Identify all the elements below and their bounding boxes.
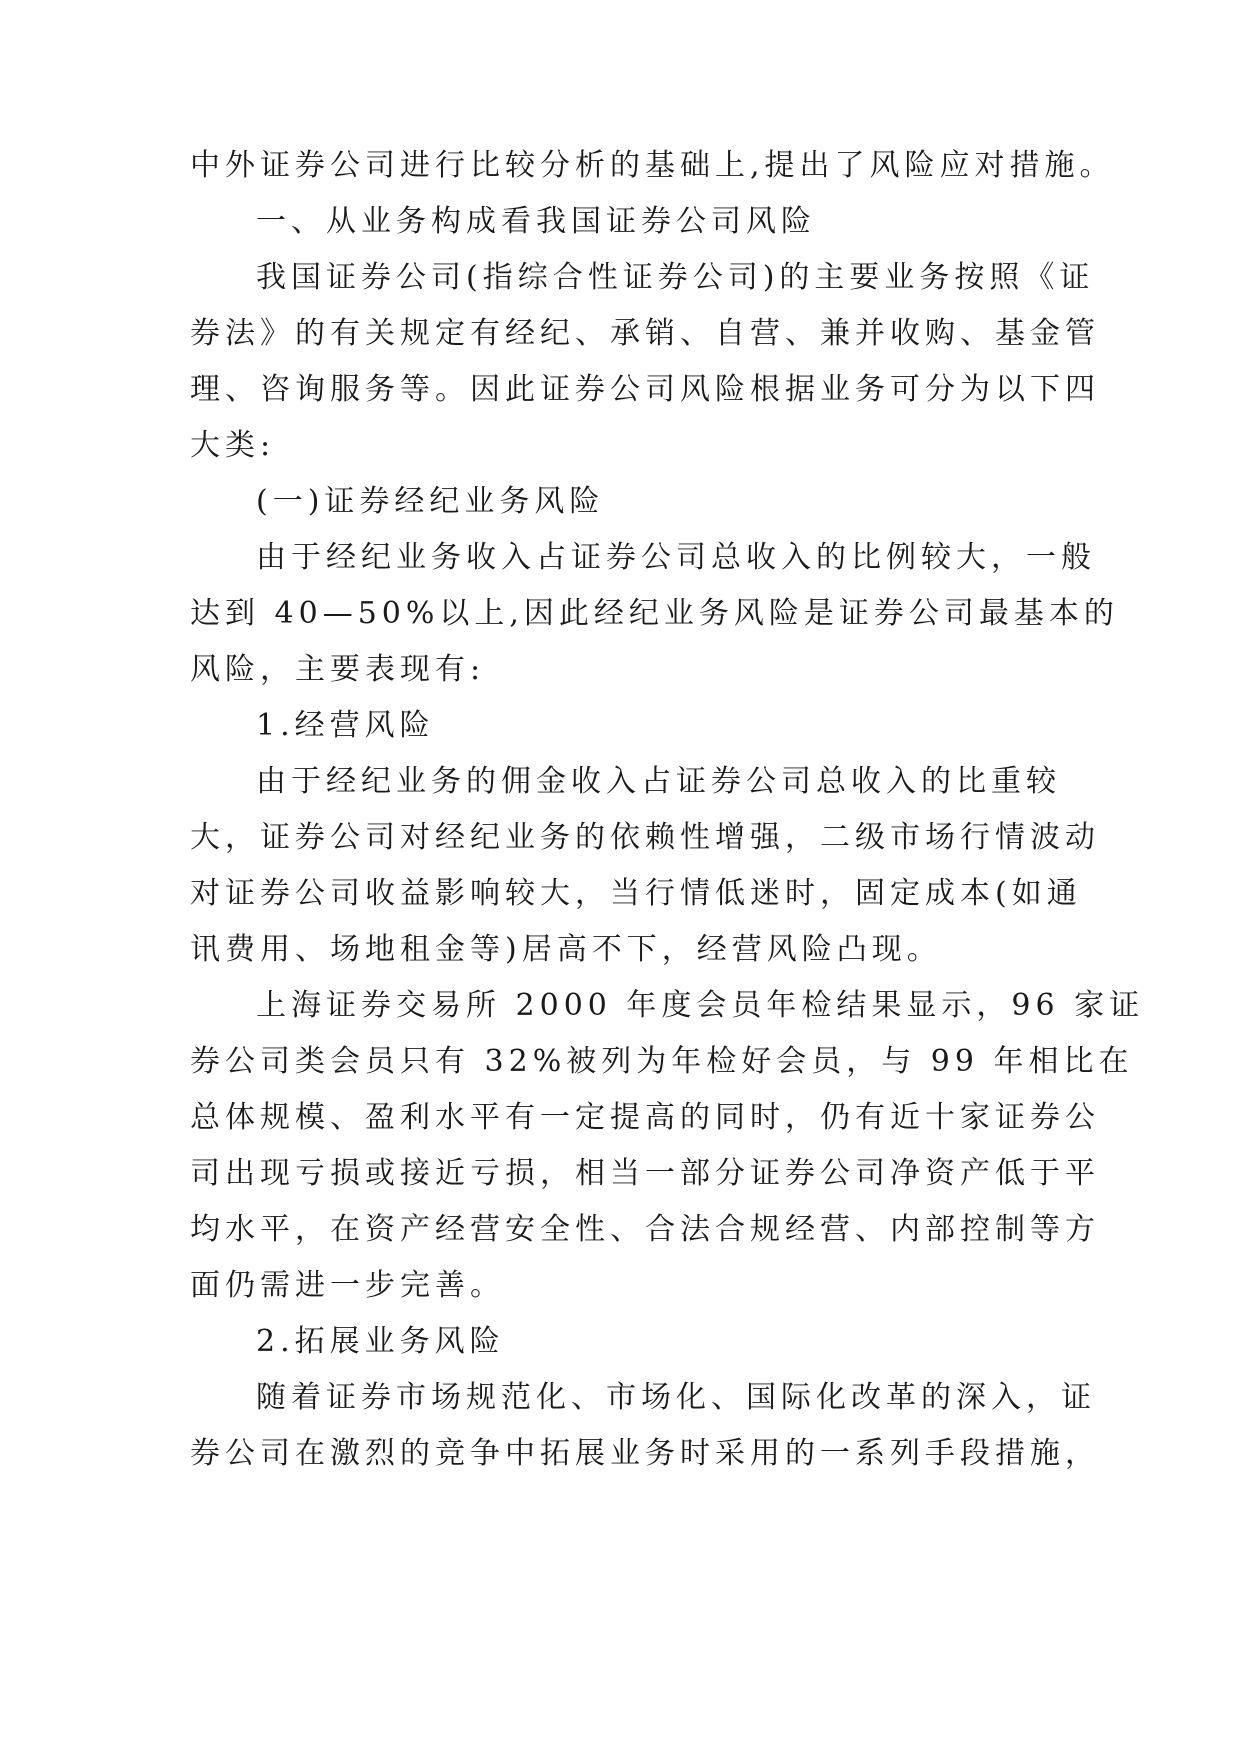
text-line: 券公司类会员只有 32%被列为年检好会员，与 99 年相比在 [190,1044,1134,1079]
text-line: 中外证券公司进行比较分析的基础上,提出了风险应对措施。 [190,148,1115,183]
text-line: 讯费用、场地租金等)居高不下，经营风险凸现。 [190,932,942,967]
item-heading: 1.经营风险 [256,708,435,743]
text-line: 司出现亏损或接近亏损，相当一部分证券公司净资产低于平 [190,1156,1100,1191]
section-heading: 一、从业务构成看我国证券公司风险 [256,204,816,239]
text-line: 由于经纪业务收入占证券公司总收入的比例较大，一般 [256,540,1096,575]
text-line: 上海证券交易所 2000 年度会员年检结果显示，96 家证 [256,988,1145,1023]
text-line: 我国证券公司(指综合性证券公司)的主要业务按照《证 [256,260,1095,295]
text-line: 总体规模、盈利水平有一定提高的同时，仍有近十家证券公 [190,1100,1100,1135]
subsection-heading: (一)证券经纪业务风险 [256,484,605,519]
text-line: 理、咨询服务等。因此证券公司风险根据业务可分为以下四 [190,372,1100,407]
text-line: 面仍需进一步完善。 [190,1268,505,1303]
text-line: 由于经纪业务的佣金收入占证券公司总收入的比重较 [256,764,1061,799]
text-line: 风险，主要表现有: [190,652,486,687]
item-heading: 2.拓展业务风险 [256,1324,505,1359]
text-line: 券公司在激烈的竞争中拓展业务时采用的一系列手段措施， [190,1436,1100,1471]
text-line: 均水平，在资产经营安全性、合法合规经营、内部控制等方 [190,1212,1100,1247]
text-line: 达到 40—50%以上,因此经纪业务风险是证券公司最基本的 [190,596,1119,631]
text-line: 大类: [190,428,276,463]
text-line: 大，证券公司对经纪业务的依赖性增强，二级市场行情波动 [190,820,1100,855]
text-line: 券法》的有关规定有经纪、承销、自营、兼并收购、基金管 [190,316,1100,351]
text-line: 随着证券市场规范化、市场化、国际化改革的深入，证 [256,1380,1096,1415]
text-line: 对证券公司收益影响较大，当行情低迷时，固定成本(如通 [190,876,1082,911]
